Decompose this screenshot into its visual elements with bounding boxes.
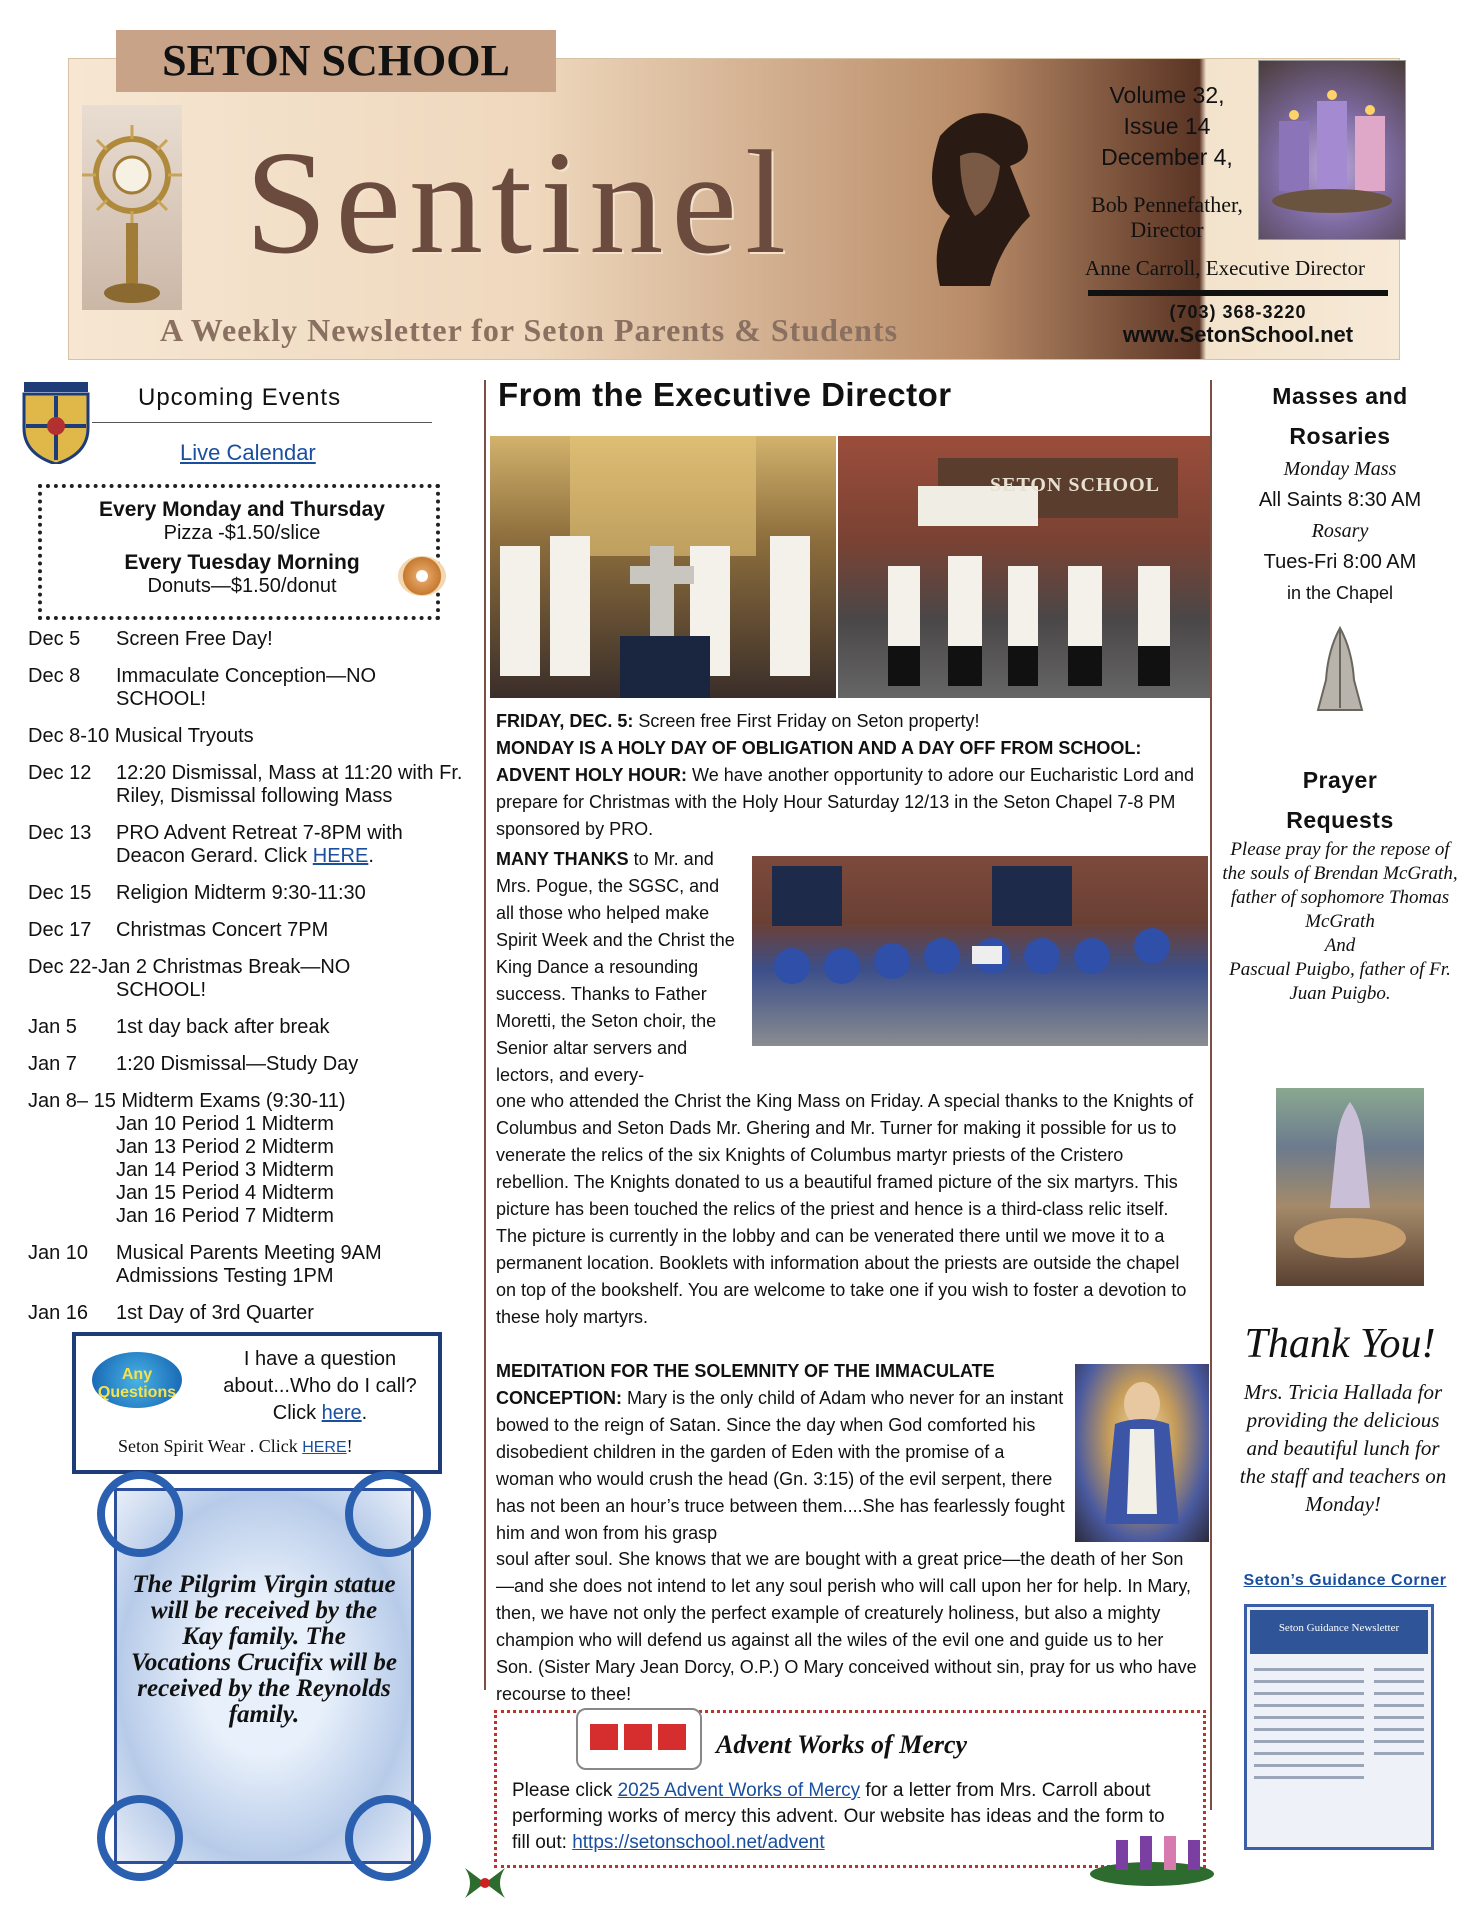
- guidance-doc-title: Seton Guidance Newsletter: [1278, 1622, 1400, 1634]
- doc-line: [1254, 1692, 1364, 1695]
- issue-date: December 4,: [1101, 144, 1233, 170]
- executive-director: Anne Carroll, Executive Director: [1085, 256, 1365, 280]
- executive-director-heading: From the Executive Director: [498, 376, 952, 413]
- donut-icon: [398, 556, 446, 596]
- event-text-main: PRO Advent Retreat 7-8PM with Deacon Gerard. Click: [116, 822, 403, 867]
- school-website[interactable]: www.SetonSchool.net: [1122, 322, 1354, 347]
- prayer-request: Please pray for the repose of the souls of Brendan McGrath, father of sophomore Thomas McGrath: [1222, 839, 1458, 932]
- monday-label: MONDAY IS A HOLY DAY OF OBLIGATION AND A DAY OFF FROM SCHOOL:: [496, 738, 1142, 758]
- friday-text: Screen free First Friday on Seton property!: [633, 711, 980, 731]
- doc-line: [1254, 1764, 1364, 1767]
- event-row: [28, 956, 468, 1002]
- event-text: Screen Free Day!: [116, 628, 273, 650]
- event-row: [28, 1053, 468, 1076]
- spirit-wear-label: Seton Spirit Wear . Click: [118, 1436, 303, 1456]
- event-date: Dec 8-10 Musical Tryouts: [28, 725, 254, 747]
- gift-icon: [658, 1724, 686, 1750]
- doc-line: [1254, 1704, 1364, 1707]
- school-phone: (703) 368-3220: [1169, 302, 1307, 322]
- midterm-item: Jan 10 Period 1 Midterm: [116, 1113, 334, 1135]
- praying-hands-icon: [1298, 620, 1382, 724]
- doc-line: [1374, 1740, 1424, 1743]
- director-title: Director: [1130, 217, 1204, 242]
- ornament-corner: [345, 1795, 431, 1881]
- director-info: [1068, 192, 1266, 242]
- midterm-item: Jan 14 Period 3 Midterm: [116, 1159, 334, 1181]
- rosary-label: Rosary: [1311, 520, 1369, 542]
- thanks-paragraph: [496, 846, 736, 1089]
- donut-price: Donuts—$1.50/donut: [147, 575, 337, 597]
- event-text: Immaculate Conception—NO SCHOOL!: [116, 665, 377, 710]
- event-date: Jan 7: [28, 1053, 77, 1075]
- doc-line: [1374, 1704, 1424, 1707]
- advent-url-link[interactable]: https://setonschool.net/advent: [572, 1832, 825, 1853]
- doc-line: [1374, 1668, 1424, 1671]
- rosary-time: Tues-Fri 8:00 AM: [1263, 551, 1417, 573]
- meditation-label: MEDITATION FOR THE SOLEMNITY OF THE IMMACULATE CONCEPTION:: [496, 1361, 995, 1408]
- newsletter-tagline: A Weekly Newsletter for Seton Parents & Students: [160, 312, 899, 348]
- school-name: SETON SCHOOL: [162, 36, 510, 85]
- mass-schedule: [1220, 454, 1460, 609]
- doc-line: [1254, 1716, 1364, 1719]
- friday-paragraph: [496, 708, 1196, 735]
- event-date: Jan 5: [28, 1016, 77, 1038]
- school-crest: [22, 382, 90, 464]
- advent-wreath-icon: [1088, 1832, 1216, 1888]
- pilgrim-virgin-text: The Pilgrim Virgin statue will be received by the Kay family. The Vocations Crucifix will be received by the Reynolds family.: [130, 1571, 397, 1728]
- issue-number: Issue 14: [1123, 113, 1211, 139]
- thanks-text: to Mr. and Mrs. Pogue, the SGSC, and all those who helped make Spirit Week and the Christ the King Dance a resounding success. Thanks to Father Moretti, the Seton choir, the Senior altar servers and lectors, and every-: [496, 849, 735, 1085]
- ornament-corner: [97, 1471, 183, 1557]
- event-date: Dec 12: [28, 762, 92, 784]
- immaculate-conception-image: [1075, 1364, 1209, 1542]
- event-date: Dec 5: [28, 628, 81, 650]
- live-calendar-link[interactable]: Live Calendar: [180, 440, 316, 465]
- spirit-wear-text: [118, 1436, 418, 1457]
- event-text-after: .: [368, 845, 374, 867]
- monstrance-image: [82, 105, 182, 310]
- event-row: [28, 1090, 468, 1228]
- gift-icon: [624, 1724, 652, 1750]
- event-row: [28, 628, 468, 651]
- doc-line: [1374, 1728, 1424, 1731]
- event-text: 1st Day of 3rd Quarter: [116, 1302, 314, 1324]
- meditation-paragraph-continued: soul after soul. She knows that we are bought with a great price—the death of her Son—and she does not intend to let any soul perish who will call upon her for help. In Mary, then, we have not only the perfect example of creaturely holiness, but also a mighty champion who will defend us against all the wiles of the evil one and guide us to her Son. (Sister Mary Jean Dorcy, O.P.) O Mary conceived without sin, pray for us who have recourse to thee!: [496, 1549, 1197, 1704]
- prayer-request: Pascual Puigbo, father of Fr. Juan Puigbo.: [1229, 959, 1451, 1004]
- ornament-corner: [97, 1795, 183, 1881]
- masses-heading: [1220, 376, 1460, 456]
- event-date: Jan 10: [28, 1242, 89, 1264]
- band-photo: [752, 856, 1208, 1046]
- prayer-requests-text: [1220, 838, 1460, 1006]
- question-text: [205, 1346, 435, 1427]
- event-row: [28, 1302, 468, 1325]
- advent-holy-hour-paragraph: [496, 762, 1196, 843]
- event-text: 1st day back after break: [116, 1016, 330, 1038]
- event-row: [28, 1242, 468, 1288]
- thanks-paragraph-continued: one who attended the Christ the King Mass on Friday. A special thanks to the Knights of Columbus and Seton Dads Mr. Ghering and Mr. Turner for making it possible for us to venerate the relics of the six Knights of Columbus martyr priests of the Cristero rebellion. The Knights donated to us a beautiful framed picture of the six martyrs. This picture has been touched the relics of the priest and hence is a third-class relic itself. The picture is currently in the lobby and can be venerated there until we move it to a permanent location. Booklets with information about the priests are outside the chapel on top of the bookshelf. You are welcome to take one if you wish to foster a devotion to these holy martyrs.: [496, 1091, 1194, 1327]
- event-date: Dec 15: [28, 882, 92, 904]
- question-after: .: [361, 1402, 368, 1424]
- event-row: [28, 762, 468, 808]
- statue-photo: [1276, 1088, 1424, 1286]
- guidance-corner-link[interactable]: Seton’s Guidance Corner: [1243, 1572, 1447, 1589]
- monday-paragraph: [496, 735, 1196, 762]
- rosary-place: in the Chapel: [1286, 583, 1394, 603]
- spirit-wear-link[interactable]: HERE: [302, 1439, 347, 1456]
- altar-servers-photo: [490, 436, 836, 698]
- pro-retreat-link[interactable]: HERE: [312, 845, 369, 867]
- mass-time: All Saints 8:30 AM: [1258, 489, 1422, 511]
- event-row: [28, 1016, 468, 1039]
- pizza-price: Pizza -$1.50/slice: [163, 522, 321, 544]
- event-text: 12:20 Dismissal, Mass at 11:20 with Fr. Riley, Dismissal following Mass: [116, 762, 463, 807]
- event-row: [28, 882, 468, 905]
- doc-line: [1254, 1680, 1364, 1683]
- event-text: 1:20 Dismissal—Study Day: [116, 1053, 359, 1075]
- advent-candles-photo: [1258, 60, 1406, 240]
- event-date: Jan 8– 15 Midterm Exams (9:30-11): [28, 1090, 346, 1112]
- photo-school-sign: SETON SCHOOL: [989, 474, 1161, 496]
- masses-heading-line: Rosaries: [1289, 423, 1391, 449]
- event-date: Dec 17: [28, 919, 92, 941]
- thank-you-heading: Thank You!: [1244, 1321, 1436, 1367]
- advent-text: We have another opportunity to adore our Eucharistic Lord and prepare for Christmas with the Holy Hour Saturday 12/13 in the Seton Chapel 7-8 PM sponsored by PRO.: [496, 765, 1195, 839]
- newsletter-title: Sentinel: [245, 121, 795, 285]
- event-date: Jan 16: [28, 1302, 89, 1324]
- event-sub: SCHOOL!: [116, 979, 207, 1001]
- ornament-corner: [345, 1471, 431, 1557]
- holly-icon: [460, 1858, 510, 1908]
- event-text: [116, 822, 468, 868]
- midterm-item: Jan 16 Period 7 Midterm: [116, 1205, 334, 1227]
- doc-line: [1374, 1752, 1424, 1755]
- advent-works-link[interactable]: 2025 Advent Works of Mercy: [617, 1780, 861, 1801]
- doc-line: [1254, 1740, 1364, 1743]
- issue-info: [1068, 80, 1266, 173]
- mercy-mid: for a letter from Mrs. Carroll about performing works of mercy this advent. Our website has ideas and the form to fill out:: [512, 1780, 1165, 1853]
- column-divider-right: [1210, 380, 1212, 1810]
- doc-line: [1254, 1728, 1364, 1731]
- meditation-text: Mary is the only child of Adam who never for an instant bowed to the reign of Satan. Since the day when God comforted his disobedient children in the garden of Eden with the promise of a woman who would crush the head (Gn. 3:15) of the evil serpent, there has not been an hour’s truce between them....She has fearlessly fought him and won from his grasp: [496, 1388, 1065, 1543]
- director-name: Bob Pennefather,: [1091, 192, 1243, 217]
- event-date: Dec 13: [28, 822, 92, 844]
- doc-line: [1254, 1776, 1364, 1779]
- prayer-requests-heading: [1220, 760, 1460, 840]
- advent-works-title: Advent Works of Mercy: [716, 1730, 968, 1759]
- friday-label: FRIDAY, DEC. 5:: [496, 711, 634, 731]
- masthead-rule: [1088, 290, 1388, 296]
- advent-label: ADVENT HOLY HOUR:: [496, 765, 688, 785]
- doc-line: [1374, 1716, 1424, 1719]
- doc-line: [1374, 1692, 1424, 1695]
- doc-line: [1254, 1668, 1364, 1671]
- weekly-specials-box: [38, 484, 440, 620]
- prayer-and: And: [1324, 935, 1356, 956]
- doc-line: [1374, 1680, 1424, 1683]
- meditation-paragraph: [496, 1358, 1066, 1547]
- works-of-mercy-logo: [576, 1708, 702, 1770]
- event-row: [28, 665, 468, 711]
- knight-emblem-image: [900, 96, 1050, 296]
- mass-label: Monday Mass: [1283, 458, 1397, 480]
- advent-works-text: [512, 1778, 1172, 1856]
- event-date: Dec 8: [28, 665, 81, 687]
- event-text: Religion Midterm 9:30-11:30: [116, 882, 366, 904]
- tuesday-label: Every Tuesday Morning: [124, 551, 360, 574]
- midterm-item: Jan 15 Period 4 Midterm: [116, 1182, 334, 1204]
- upcoming-events-heading: Upcoming Events: [138, 384, 342, 411]
- thanks-label: MANY THANKS: [496, 849, 629, 869]
- event-text: Musical Parents Meeting 9AM Admissions Testing 1PM: [116, 1242, 382, 1287]
- question-line: I have a question about...Who do I call? Click: [223, 1348, 417, 1424]
- event-text: Christmas Concert 7PM: [116, 919, 329, 941]
- heading-rule: [92, 422, 432, 423]
- volume-number: Volume 32,: [1109, 82, 1225, 108]
- any-questions-label: Any Questions: [97, 1366, 177, 1401]
- event-row: [28, 725, 468, 748]
- thank-you-text: Mrs. Tricia Hallada for providing the delicious and beautiful lunch for the staff and teachers on Monday!: [1239, 1380, 1447, 1516]
- event-date: Dec 22-Jan 2 Christmas Break—NO: [28, 956, 351, 978]
- doc-line: [1254, 1752, 1364, 1755]
- gift-icon: [590, 1724, 618, 1750]
- prayer-heading-line: Prayer: [1302, 767, 1378, 793]
- mercy-pre: Please click: [512, 1780, 618, 1801]
- spirit-wear-after: !: [346, 1436, 353, 1456]
- masses-heading-line: Masses and: [1272, 383, 1408, 409]
- question-here-link[interactable]: here: [321, 1402, 362, 1424]
- column-divider-left: [484, 380, 486, 1690]
- event-row: [28, 919, 468, 942]
- prayer-heading-line: Requests: [1286, 807, 1394, 833]
- midterm-item: Jan 13 Period 2 Midterm: [116, 1136, 334, 1158]
- monday-thursday-label: Every Monday and Thursday: [99, 498, 385, 521]
- event-row: [28, 822, 468, 868]
- events-list: [28, 628, 468, 1339]
